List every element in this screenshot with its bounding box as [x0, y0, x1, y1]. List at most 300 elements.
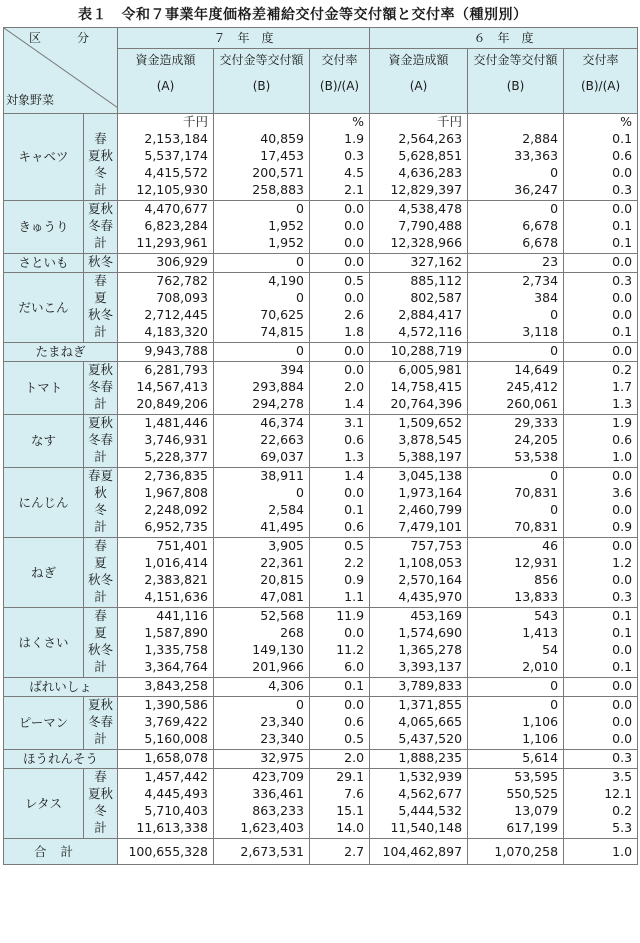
- value: 52,568: [260, 608, 304, 623]
- value-cell-r6a: [370, 362, 468, 415]
- value: 5.3: [612, 820, 633, 835]
- value: 6,823,284: [144, 218, 208, 233]
- value: 3.5: [612, 769, 633, 784]
- value-cell-r6a: [370, 750, 468, 769]
- season-list: [84, 415, 118, 468]
- value: 2,884: [522, 131, 559, 146]
- value: 1,888,235: [398, 750, 463, 765]
- value: 13,079: [514, 803, 559, 818]
- season-label: 計: [94, 182, 107, 197]
- value-cell-r7b: [214, 415, 310, 468]
- value-cell-r7a: [118, 750, 214, 769]
- season-label: 冬: [94, 165, 107, 180]
- season-list: [84, 538, 118, 608]
- value-cell-r7r: [310, 678, 370, 697]
- value: 0: [550, 201, 559, 216]
- col-header-r6-shikin: 資金造成額 (A): [370, 49, 468, 114]
- value-cell-r6r: [564, 750, 638, 769]
- value: 70,831: [514, 519, 559, 534]
- value: 1.4: [344, 396, 365, 411]
- value-cell-r6r: [564, 538, 638, 608]
- value: 4.5: [344, 165, 365, 180]
- total-r6a: 104,462,897: [370, 839, 468, 865]
- value: 2,248,092: [144, 502, 208, 517]
- value: 11,540,148: [390, 820, 463, 835]
- col-header-r7-koufu: 交付金等交付額 (B): [214, 49, 310, 114]
- total-r6b: 1,070,258: [468, 839, 564, 865]
- value: 757,753: [410, 538, 463, 553]
- value: 12,829,397: [390, 182, 463, 197]
- value: 384: [534, 290, 559, 305]
- value: 0.5: [344, 538, 365, 553]
- value: 0: [550, 468, 559, 483]
- vegetable-name: さといも: [4, 254, 84, 273]
- vegetable-name: ばれいしょ: [4, 678, 118, 697]
- value: 0.3: [612, 182, 633, 197]
- table-row: [4, 114, 638, 201]
- value: 863,233: [252, 803, 304, 818]
- value: 550,525: [506, 786, 559, 801]
- value: 10,288,719: [390, 343, 463, 358]
- value: 0.0: [612, 642, 633, 657]
- value: 2,564,263: [398, 131, 463, 146]
- value: 11,293,961: [136, 235, 208, 250]
- value: 0.1: [612, 608, 633, 623]
- value: 4,151,636: [144, 589, 208, 604]
- value: 1.7: [612, 379, 633, 394]
- unit-label: [470, 115, 558, 132]
- value: 1,481,446: [144, 415, 208, 430]
- value-cell-r7b: [214, 273, 310, 343]
- season-list: [84, 697, 118, 750]
- unit-label: %: [620, 114, 633, 129]
- value-cell-r6r: [564, 415, 638, 468]
- value-cell-r7r: [310, 468, 370, 538]
- value: 46: [542, 538, 559, 553]
- value: 14.0: [336, 820, 365, 835]
- value: 294,278: [252, 396, 304, 411]
- value: 3,746,931: [144, 432, 208, 447]
- table-row: [4, 362, 638, 415]
- value: 12,931: [514, 555, 559, 570]
- value-cell-r6a: [370, 254, 468, 273]
- value: 0.3: [612, 589, 633, 604]
- table-row: [4, 273, 638, 343]
- value: 1,967,808: [144, 485, 208, 500]
- value-cell-r6b: [468, 538, 564, 608]
- value-cell-r6r: [564, 254, 638, 273]
- value-cell-r7b: [214, 697, 310, 750]
- value: 0.1: [612, 324, 633, 339]
- value: 14,567,413: [136, 379, 208, 394]
- value: 22,361: [260, 555, 304, 570]
- value-cell-r6r: [564, 201, 638, 254]
- value: 2,884,417: [398, 307, 463, 322]
- col-header-r6-rate: 交付率 (B)/(A): [564, 49, 638, 114]
- value: 2,570,164: [398, 572, 463, 587]
- value: 1,457,442: [144, 769, 208, 784]
- value: 33,363: [514, 148, 559, 163]
- season-label: 冬春: [87, 714, 113, 729]
- value: 0.0: [344, 625, 365, 640]
- value: 1.9: [612, 415, 633, 430]
- value-cell-r6b: [468, 254, 564, 273]
- season-label: 夏秋: [87, 201, 113, 216]
- value: 394: [280, 362, 304, 377]
- value: 1.9: [344, 131, 365, 146]
- value: 708,093: [156, 290, 208, 305]
- value: 9,943,788: [144, 343, 208, 358]
- value: 23,340: [260, 714, 304, 729]
- vegetable-name: はくさい: [4, 608, 84, 678]
- value-cell-r6a: [370, 114, 468, 201]
- value-cell-r6b: [468, 750, 564, 769]
- value: 1,952: [268, 218, 304, 233]
- season-label: 春夏: [87, 468, 113, 483]
- kubun-label: 区 分: [28, 31, 101, 45]
- season-list: [84, 362, 118, 415]
- value: 3,843,258: [144, 678, 208, 693]
- season-label: 春: [94, 273, 107, 288]
- vegetable-name: キャベツ: [4, 114, 84, 201]
- season-label: 計: [94, 820, 107, 835]
- value: 0.0: [612, 165, 633, 180]
- value: 258,883: [252, 182, 304, 197]
- value: 47,081: [260, 589, 304, 604]
- value: 1,106: [522, 731, 559, 746]
- value: 5,537,174: [144, 148, 208, 163]
- value: 1,952: [268, 235, 304, 250]
- corner-header: [4, 28, 118, 114]
- value: 0: [296, 254, 304, 269]
- value: 23: [542, 254, 559, 269]
- value-cell-r6a: [370, 608, 468, 678]
- value: 1.1: [344, 589, 365, 604]
- value: 41,495: [260, 519, 304, 534]
- value: 0.0: [612, 254, 633, 269]
- value: 70,831: [514, 485, 559, 500]
- value: 1,335,758: [144, 642, 208, 657]
- value: 5,444,532: [398, 803, 463, 818]
- season-label: 計: [94, 659, 107, 674]
- value: 0.3: [612, 273, 633, 288]
- value-cell-r7a: [118, 769, 214, 839]
- value: 20,764,396: [390, 396, 463, 411]
- value: 0.0: [612, 714, 633, 729]
- value: 543: [534, 608, 559, 623]
- value: 2,734: [522, 273, 559, 288]
- value: 5,388,197: [398, 449, 463, 464]
- value-cell-r7r: [310, 362, 370, 415]
- value-cell-r6b: [468, 678, 564, 697]
- value: 4,190: [268, 273, 304, 288]
- value-cell-r6r: [564, 678, 638, 697]
- table-row: [4, 468, 638, 538]
- value: 802,587: [410, 290, 463, 305]
- value-cell-r6a: [370, 769, 468, 839]
- value: 4,562,677: [398, 786, 463, 801]
- value-cell-r7r: [310, 769, 370, 839]
- season-label: 秋: [94, 485, 107, 500]
- vegetable-name: ピーマン: [4, 697, 84, 750]
- value-cell-r6b: [468, 201, 564, 254]
- value: 441,116: [156, 608, 208, 623]
- value-cell-r6a: [370, 273, 468, 343]
- value: 2,460,799: [398, 502, 463, 517]
- value: 0.0: [612, 307, 633, 322]
- value-cell-r7a: [118, 468, 214, 538]
- value: 12,328,966: [390, 235, 463, 250]
- value: 1,106: [522, 714, 559, 729]
- season-label: 秋冬: [87, 572, 113, 587]
- value: 4,065,665: [398, 714, 463, 729]
- value: 1.2: [612, 555, 633, 570]
- value: 29,333: [514, 415, 559, 430]
- table-row: [4, 697, 638, 750]
- unit-label: 千円: [182, 114, 208, 129]
- value: 4,572,116: [398, 324, 463, 339]
- value-cell-r6a: [370, 415, 468, 468]
- table-row: [4, 608, 638, 678]
- value-cell-r7b: [214, 769, 310, 839]
- vegetable-name: きゅうり: [4, 201, 84, 254]
- value: 0.0: [344, 254, 365, 269]
- value: 11.2: [336, 642, 365, 657]
- value-cell-r6r: [564, 697, 638, 750]
- table-row: [4, 343, 638, 362]
- value: 11,613,338: [136, 820, 208, 835]
- value-cell-r7b: [214, 678, 310, 697]
- col-header-r7-shikin: 資金造成額 (A): [118, 49, 214, 114]
- value: 1.0: [612, 449, 633, 464]
- value: 1,016,414: [144, 555, 208, 570]
- value: 751,401: [156, 538, 208, 553]
- value: 6,281,793: [144, 362, 208, 377]
- value: 1,574,690: [398, 625, 463, 640]
- value: 0.1: [612, 235, 633, 250]
- value: 0.1: [344, 502, 365, 517]
- value-cell-r7a: [118, 254, 214, 273]
- season-label: 計: [94, 396, 107, 411]
- value: 0.1: [612, 625, 633, 640]
- value: 0: [296, 201, 304, 216]
- value: 1,658,078: [144, 750, 208, 765]
- value: 260,061: [506, 396, 559, 411]
- value-cell-r6b: [468, 608, 564, 678]
- value: 0.0: [344, 235, 365, 250]
- vegetable-name: ほうれんそう: [4, 750, 118, 769]
- value: 0: [296, 485, 304, 500]
- vegetable-name: レタス: [4, 769, 84, 839]
- value: 0.0: [612, 201, 633, 216]
- value: 0.1: [612, 659, 633, 674]
- value-cell-r6a: [370, 678, 468, 697]
- value-cell-r6b: [468, 343, 564, 362]
- value: 4,636,283: [398, 165, 463, 180]
- value: 0.0: [344, 343, 365, 358]
- value: 0.0: [612, 538, 633, 553]
- unit-label: [216, 115, 304, 132]
- value: 5,228,377: [144, 449, 208, 464]
- value: 2.2: [344, 555, 365, 570]
- season-label: 夏秋: [87, 697, 113, 712]
- season-list: [84, 608, 118, 678]
- value-cell-r7a: [118, 343, 214, 362]
- value: 0.3: [612, 750, 633, 765]
- value: 1,509,652: [398, 415, 463, 430]
- value-cell-r7r: [310, 415, 370, 468]
- value-cell-r7r: [310, 273, 370, 343]
- value: 2.0: [344, 750, 365, 765]
- value: 24,205: [514, 432, 559, 447]
- value-cell-r6b: [468, 468, 564, 538]
- season-label: 冬春: [87, 379, 113, 394]
- value-cell-r7a: [118, 538, 214, 608]
- value: 0: [550, 502, 559, 517]
- season-label: 夏: [94, 290, 107, 305]
- value: 5,160,008: [144, 731, 208, 746]
- value: 1.8: [344, 324, 365, 339]
- season-list: [84, 769, 118, 839]
- value-cell-r6b: [468, 769, 564, 839]
- value-cell-r6a: [370, 343, 468, 362]
- total-label: 合計: [4, 839, 118, 865]
- value-cell-r7a: [118, 415, 214, 468]
- value: 2,584: [268, 502, 304, 517]
- value: 2.6: [344, 307, 365, 322]
- value: 3,393,137: [398, 659, 463, 674]
- season-label: 春: [94, 131, 107, 146]
- value: 0: [550, 678, 559, 693]
- value-cell-r6b: [468, 273, 564, 343]
- value: 1.3: [612, 396, 633, 411]
- season-label: 夏秋: [87, 148, 113, 163]
- value-cell-r6r: [564, 273, 638, 343]
- value: 0.2: [612, 803, 633, 818]
- value: 268: [280, 625, 304, 640]
- value: 0.0: [612, 731, 633, 746]
- value: 4,306: [268, 678, 304, 693]
- value-cell-r7b: [214, 750, 310, 769]
- year-current-header: ７ 年 度: [118, 28, 370, 49]
- value: 2,010: [522, 659, 559, 674]
- value: 0.9: [344, 572, 365, 587]
- value: 5,614: [522, 750, 559, 765]
- value-cell-r7r: [310, 343, 370, 362]
- season-label: 夏秋: [87, 415, 113, 430]
- value: 1,108,053: [398, 555, 463, 570]
- value-cell-r6r: [564, 769, 638, 839]
- value-cell-r6b: [468, 114, 564, 201]
- value-cell-r7b: [214, 608, 310, 678]
- value-cell-r7r: [310, 114, 370, 201]
- value-cell-r6a: [370, 697, 468, 750]
- value-cell-r6r: [564, 343, 638, 362]
- value: 1.4: [344, 468, 365, 483]
- value-cell-r7b: [214, 343, 310, 362]
- value: 6,005,981: [398, 362, 463, 377]
- value: 0.1: [612, 131, 633, 146]
- value: 4,538,478: [398, 201, 463, 216]
- season-label: 冬: [94, 803, 107, 818]
- value: 5,628,851: [398, 148, 463, 163]
- value-cell-r6a: [370, 468, 468, 538]
- value: 6,952,735: [144, 519, 208, 534]
- value: 0.0: [612, 572, 633, 587]
- value: 7.6: [344, 786, 365, 801]
- value: 12.1: [604, 786, 633, 801]
- total-r7r: 2.7: [310, 839, 370, 865]
- value: 0.0: [612, 697, 633, 712]
- value: 70,625: [260, 307, 304, 322]
- value: 0.0: [344, 290, 365, 305]
- value: 7,479,101: [398, 519, 463, 534]
- value: 3.6: [612, 485, 633, 500]
- value: 0.6: [344, 714, 365, 729]
- value: 0: [550, 697, 559, 712]
- value: 23,340: [260, 731, 304, 746]
- vegetable-name: なす: [4, 415, 84, 468]
- value: 0.0: [612, 502, 633, 517]
- total-r7a: 100,655,328: [118, 839, 214, 865]
- value: 3,769,422: [144, 714, 208, 729]
- value: 453,169: [410, 608, 463, 623]
- value: 200,571: [252, 165, 304, 180]
- value: 3,878,545: [398, 432, 463, 447]
- value: 0.0: [344, 201, 365, 216]
- value: 3,118: [522, 324, 559, 339]
- value: 0.6: [344, 432, 365, 447]
- col-header-r6-koufu: 交付金等交付額 (B): [468, 49, 564, 114]
- vegetable-name: だいこん: [4, 273, 84, 343]
- value: 293,884: [252, 379, 304, 394]
- value: 1,532,939: [398, 769, 463, 784]
- value-cell-r7b: [214, 254, 310, 273]
- season-label: 夏: [94, 555, 107, 570]
- value: 6.0: [344, 659, 365, 674]
- value: 14,649: [514, 362, 559, 377]
- table-row: [4, 769, 638, 839]
- value: 201,966: [252, 659, 304, 674]
- value: 2,153,184: [144, 131, 208, 146]
- value: 0.0: [612, 343, 633, 358]
- value: 54: [542, 642, 559, 657]
- season-label: 計: [94, 589, 107, 604]
- value: 0.0: [612, 290, 633, 305]
- grant-table: [3, 27, 638, 865]
- value-cell-r7b: [214, 114, 310, 201]
- value-cell-r6b: [468, 415, 564, 468]
- total-r7b: 2,673,531: [214, 839, 310, 865]
- total-row: [4, 839, 638, 865]
- value: 0.6: [612, 432, 633, 447]
- value: 74,815: [260, 324, 304, 339]
- value: 6,678: [522, 235, 559, 250]
- value-cell-r7a: [118, 201, 214, 254]
- table-row: [4, 538, 638, 608]
- season-label: 計: [94, 235, 107, 250]
- unit-label: 千円: [437, 114, 463, 129]
- value: 0.1: [612, 218, 633, 233]
- table-row: [4, 678, 638, 697]
- value-cell-r7a: [118, 114, 214, 201]
- value: 4,435,970: [398, 589, 463, 604]
- value: 2.0: [344, 379, 365, 394]
- value: 0.0: [344, 697, 365, 712]
- value: 856: [534, 572, 559, 587]
- value: 4,445,493: [144, 786, 208, 801]
- value: 7,790,488: [398, 218, 463, 233]
